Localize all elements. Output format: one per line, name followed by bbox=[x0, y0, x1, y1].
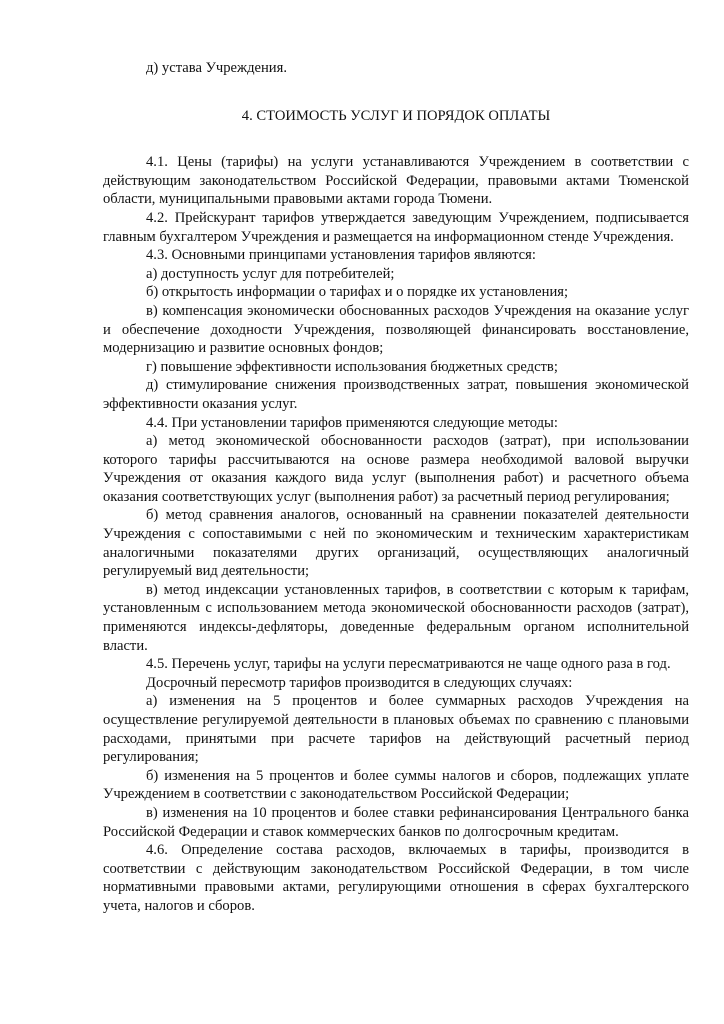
section-title: 4. СТОИМОСТЬ УСЛУГ И ПОРЯДОК ОПЛАТЫ bbox=[241, 107, 551, 124]
paragraph: 4.1. Цены (тарифы) на услуги устанавливаются Учреждением в соответствии с действующим законодательством Российской Федерации, правовыми актами Тюменской области, муниципальными правовыми актами города Тюмени. bbox=[103, 154, 689, 208]
list-item: б) изменения на 5 процентов и более суммы налогов и сборов, подлежащих уплате Учреждением в соответствии с законодательством Российской Федерации; bbox=[103, 767, 689, 803]
list-item: б) метод сравнения аналогов, основанный на сравнении показателей деятельности Учреждения с сопоставимыми с ней по экономическим и техническим характеристикам аналогичными показателями других организаций, осуществляющих аналогичный регулируемый вид деятельности; bbox=[103, 507, 689, 580]
paragraph: 4.5. Перечень услуг, тарифы на услуги пересматриваются не чаще одного раза в год. bbox=[146, 656, 671, 673]
paragraph: 4.4. При установлении тарифов применяются следующие методы: bbox=[146, 414, 558, 431]
list-item: а) изменения на 5 процентов и более суммарных расходов Учреждения на осуществление регулируемой деятельности в плановых объемах по сравнению с плановыми расходами, принятыми при расчете тарифов на действующий расчетный период регулирования; bbox=[103, 693, 689, 766]
intro-line: д) устава Учреждения. bbox=[146, 60, 287, 76]
list-item: в) метод индексации установленных тарифов, в соответствии с которым к тарифам, установленным с использованием метода экономической обоснованности расходов (затрат), применяются индексы-дефляторы, доведенные федеральным органом исполнительной власти. bbox=[103, 581, 689, 654]
paragraph: 4.6. Определение состава расходов, включаемых в тарифы, производится в соответствии с действующим законодательством Российской Федерации, в том числе нормативными правовыми актами, регулирующими отношения в сферах бухгалтерского учета, налогов и сборов. bbox=[103, 842, 689, 914]
paragraph: 4.3. Основными принципами установления тарифов являются: bbox=[146, 247, 536, 264]
list-item: а) доступность услуг для потребителей; bbox=[146, 265, 395, 282]
list-item: в) компенсация экономически обоснованных расходов Учреждения на оказание услуг и обеспечение доходности Учреждения, позволяющей финансировать восстановление, модернизацию и развитие основных фондов; bbox=[103, 302, 689, 357]
paragraph: 4.2. Прейскурант тарифов утверждается заведующим Учреждением, подписывается главным бухгалтером Учреждения и размещается на информационном стенде Учреждения. bbox=[103, 209, 689, 245]
paragraph: Досрочный пересмотр тарифов производится в следующих случаях: bbox=[146, 674, 573, 691]
list-item: г) повышение эффективности использования бюджетных средств; bbox=[146, 358, 558, 375]
list-item: а) метод экономической обоснованности расходов (затрат), при использовании которого тарифы рассчитываются на основе размера необходимой валовой выручки Учреждения от оказания каждого вида услуг (выполнения работ) и расчетного объема оказания соответствующих услуг (выполнения работ) за расчетный период регулирования; bbox=[103, 433, 689, 505]
list-item: в) изменения на 10 процентов и более ставки рефинансирования Центрального банка Российской Федерации и ставок коммерческих банков по долгосрочным кредитам. bbox=[103, 804, 689, 840]
list-item: д) стимулирование снижения производственных затрат, повышения экономической эффективности оказания услуг. bbox=[103, 377, 689, 412]
list-item: б) открытость информации о тарифах и о порядке их установления; bbox=[146, 284, 569, 301]
